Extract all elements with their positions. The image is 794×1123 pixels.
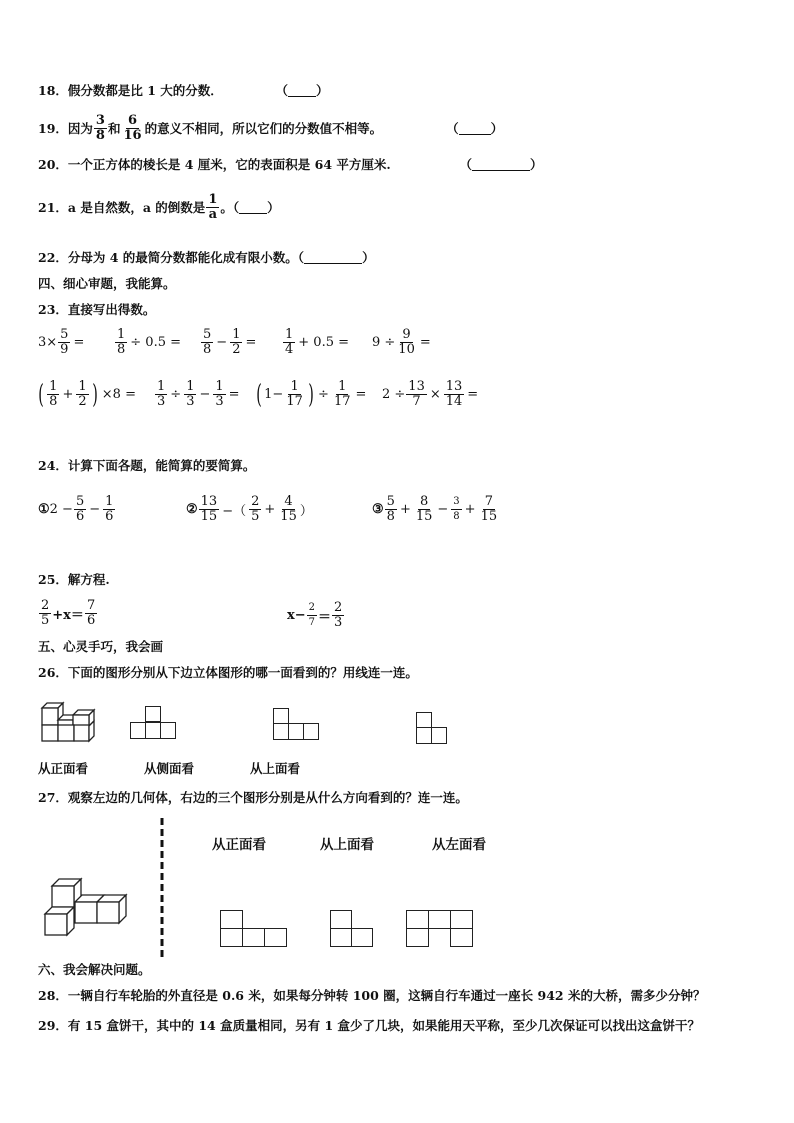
q27-label-front: 从正面看 <box>212 837 266 853</box>
question-26-title: 26．下面的图形分别从下边立体图形的哪一面看到的？用线连一连。 <box>38 665 418 680</box>
answer-blank[interactable] <box>239 201 267 214</box>
q23-expr-8: ( 1− $\frac{1}{17}$ ) ÷ $\frac{1}{17}$ = <box>256 379 367 410</box>
answer-blank[interactable] <box>459 122 491 135</box>
q24-expr-1: ① 2 − $\frac{5}{6}$ − $\frac{1}{6}$ <box>38 494 114 524</box>
q23-expr-1: 3× $\frac{5}{9}$ = <box>38 327 85 357</box>
answer-blank[interactable] <box>472 158 530 171</box>
q23-expr-9: 2 ÷ $\frac{13}{7}$ × $\frac{13}{14}$ = <box>382 379 479 409</box>
question-28: 28．一辆自行车轮胎的外直径是 0.6 米，如果每分钟转 100 圈，这辆自行车通过一座长 942 米的大桥，需多少分钟？ <box>38 988 706 1003</box>
q25-equation-2: x− $\frac{2}{7}$ ＝ $\frac{2}{3}$ <box>287 600 343 630</box>
q23-expr-3: $\frac{5}{8}$ − $\frac{1}{2}$ = <box>203 327 257 357</box>
section-5-heading: 五、心灵手巧，我会画 <box>38 639 164 654</box>
answer-blank[interactable] <box>288 84 316 97</box>
question-25-title: 25．解方程. <box>38 572 110 587</box>
q26-label-side: 从侧面看 <box>144 761 195 776</box>
q23-expr-4: $\frac{1}{4}$ + 0.5 = <box>285 327 350 357</box>
q24-expr-2: ② $\frac{13}{15}$ −（ $\frac{2}{5}$ + $\frac{4}{15}$ ） <box>186 494 313 524</box>
question-23-title: 23．直接写出得数。 <box>38 302 156 317</box>
q23-expr-2: $\frac{1}{8}$ ÷ 0.5 = <box>117 327 182 357</box>
q24-expr-3: ③ $\frac{5}{8}$ + $\frac{8}{15}$ − $\frac{3}{8}$ + $\frac{7}{15}$ <box>372 494 498 524</box>
question-29: 29．有 15 盒饼干，其中的 14 盒质量相同，另有 1 盒少了几块，如果能用天平称，至少几次保证可以找出这盒饼干？ <box>38 1018 700 1033</box>
q27-label-top: 从上面看 <box>320 837 374 853</box>
q23-expr-6: ( $\frac{1}{8}$ + $\frac{1}{2}$ ) ×8 = <box>38 379 136 410</box>
question-18: 18．假分数都是比 1 大的分数． （ ） <box>38 83 329 98</box>
q27-label-left: 从左面看 <box>432 837 486 853</box>
q23-expr-5: 9 ÷ $\frac{9}{10}$ = <box>372 327 431 357</box>
question-24-title: 24．计算下面各题，能简算的要简算。 <box>38 458 256 473</box>
q25-equation-1: $\frac{2}{5}$ +x＝ $\frac{7}{6}$ <box>41 598 96 628</box>
q27-solid-figure <box>42 876 138 940</box>
q26-label-front: 从正面看 <box>38 761 89 776</box>
question-19: 19． 因为 $\frac{3}{8}$ 和 $\frac{6}{16}$ 的意义不相同，所以它们的分数值不相等。 （ ） <box>38 113 504 143</box>
q27-dashed-divider <box>160 818 164 958</box>
q26-solid-figure <box>38 700 102 744</box>
question-21: 21． a 是自然数，a 的倒数是 $\frac{1}{a}$ 。（ ） <box>38 192 280 222</box>
q26-label-top: 从上面看 <box>250 761 301 776</box>
question-22: 22．分母为 4 的最简分数都能化成有限小数。（ ） <box>38 250 375 265</box>
q23-expr-7: $\frac{1}{3}$ ÷ $\frac{1}{3}$ − $\frac{1}{3}$ = <box>157 379 240 409</box>
question-20: 20．一个正方体的棱长是 4 厘米，它的表面积是 64 平方厘米. （ ） <box>38 157 543 172</box>
answer-blank[interactable] <box>304 251 362 264</box>
question-27-title: 27．观察左边的几何体，右边的三个图形分别是从什么方向看到的？连一连。 <box>38 790 468 805</box>
section-4-heading: 四、细心审题，我能算。 <box>38 276 176 291</box>
section-6-heading: 六、我会解决问题。 <box>38 962 151 977</box>
